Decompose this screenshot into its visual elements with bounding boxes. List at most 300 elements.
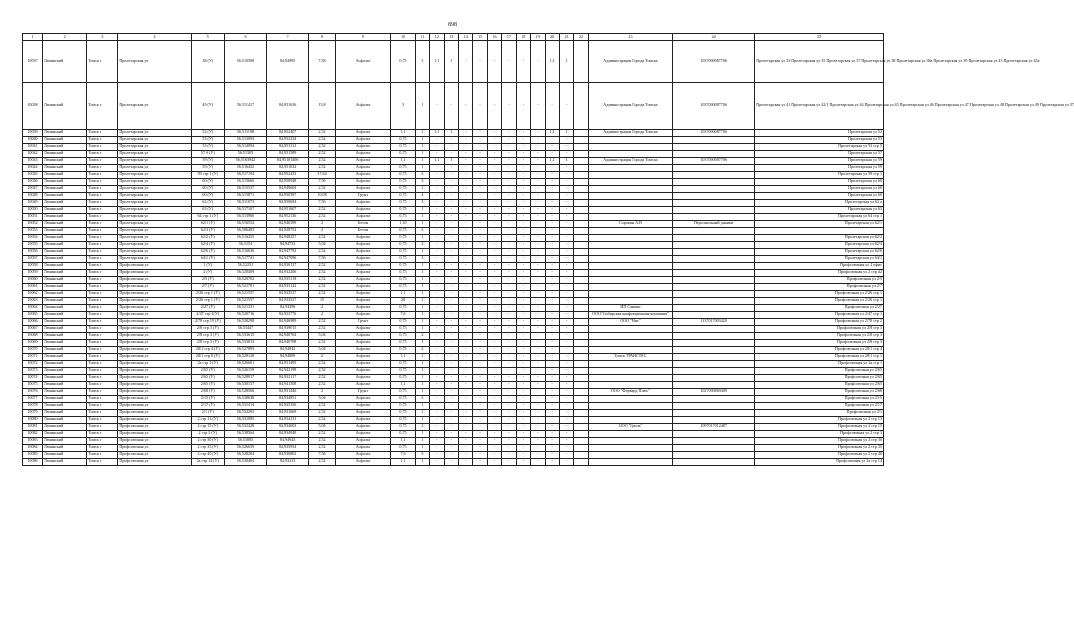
cell-id: 10039: [23, 129, 43, 136]
cell-inn: [673, 402, 755, 409]
cell-v17: -: [487, 143, 501, 150]
cell-lon: 84,94943: [267, 437, 309, 444]
cell-inn: [673, 430, 755, 437]
cell-v22: -: [559, 395, 573, 402]
cell-v21: -: [545, 262, 559, 269]
cell-house: 59 стр 1 (У): [191, 171, 224, 178]
cell-district: Ленинский: [42, 318, 86, 325]
cell-lon: 84,952136: [267, 213, 309, 220]
cell-blank: [574, 290, 588, 297]
cell-v14: -: [444, 171, 458, 178]
cell-v17: -: [487, 360, 501, 367]
cell-inn: [673, 409, 755, 416]
cell-lon: 84,939015: [267, 325, 309, 332]
cell-v18: -: [502, 82, 516, 129]
cell-v20: -: [531, 444, 545, 451]
cell-v13: -: [430, 304, 444, 311]
cell-v19: -: [516, 444, 530, 451]
cell-surface: Асфальт: [335, 269, 390, 276]
cell-v11: 0,75: [391, 374, 415, 381]
page-number: 898: [448, 22, 457, 28]
cell-district: Ленинский: [42, 276, 86, 283]
cell-v16: -: [473, 192, 487, 199]
cell-blank: [574, 248, 588, 255]
cell-v12: 1: [415, 437, 429, 444]
cell-inn: [673, 150, 755, 157]
cell-v14: -: [444, 430, 458, 437]
cell-owner: [588, 381, 672, 388]
table-row: [23, 178, 884, 185]
cell-house: 2/5 (У): [191, 276, 224, 283]
cell-id: 10037: [23, 41, 43, 83]
cell-area: 2,52: [309, 339, 336, 346]
cell-v13: -: [430, 192, 444, 199]
cell-v19: -: [516, 143, 530, 150]
cell-v13: -: [430, 276, 444, 283]
cell-lon: 84,940704: [267, 332, 309, 339]
cell-blank: [574, 178, 588, 185]
table-row: [23, 346, 884, 353]
cell-v11: 1,1: [391, 129, 415, 136]
cell-v21: -: [545, 402, 559, 409]
cell-v16: -: [473, 129, 487, 136]
cell-v19: -: [516, 451, 530, 458]
cell-v12: 1: [415, 143, 429, 150]
cell-v18: -: [502, 416, 516, 423]
cell-addresses: Профсоюзная ул 2 стр 3: [755, 430, 884, 437]
cell-house: 2/68 (У): [191, 388, 224, 395]
cell-area: 17,64: [309, 171, 336, 178]
cell-v20: -: [531, 213, 545, 220]
cell-surface: Асфальт: [335, 157, 390, 164]
cell-owner: [588, 451, 672, 458]
cell-district: Ленинский: [42, 178, 86, 185]
cell-v12: 1: [415, 360, 429, 367]
cell-v19: -: [516, 136, 530, 143]
column-header: 12: [430, 34, 444, 41]
cell-v17: -: [487, 374, 501, 381]
cell-v22: -: [559, 185, 573, 192]
cell-addresses: Профсоюзная ул 2/65: [755, 374, 884, 381]
cell-v15: -: [458, 234, 472, 241]
cell-v20: -: [531, 227, 545, 234]
cell-city: Томск г: [87, 318, 118, 325]
cell-city: Томск г: [87, 255, 118, 262]
cell-surface: Асфальт: [335, 290, 390, 297]
cell-surface: Асфальт: [335, 178, 390, 185]
cell-addresses: Пролетарская ул 62/1: [755, 220, 884, 227]
cell-street: Пролетарская ул: [118, 220, 191, 227]
cell-v19: -: [516, 157, 530, 164]
cell-inn: [673, 339, 755, 346]
cell-v18: -: [502, 402, 516, 409]
cell-house: 62/1 (У): [191, 220, 224, 227]
cell-addresses: Профсоюзная ул 2/78 стр 2: [755, 318, 884, 325]
cell-district: Ленинский: [42, 290, 86, 297]
cell-v21: -: [545, 430, 559, 437]
column-header: 13: [444, 34, 458, 41]
cell-id: 10081: [23, 423, 43, 430]
cell-v13: -: [430, 339, 444, 346]
cell-v16: -: [473, 430, 487, 437]
cell-v20: -: [531, 297, 545, 304]
cell-v16: -: [473, 325, 487, 332]
cell-blank: [574, 416, 588, 423]
cell-blank: [574, 332, 588, 339]
cell-v16: -: [473, 234, 487, 241]
cell-city: Томск г: [87, 262, 118, 269]
cell-v12: 1: [415, 220, 429, 227]
table-row: [23, 262, 884, 269]
cell-id: 10043: [23, 157, 43, 164]
cell-v18: -: [502, 129, 516, 136]
cell-surface: Асфальт: [335, 297, 390, 304]
cell-blank: [574, 353, 588, 360]
cell-v15: -: [458, 206, 472, 213]
cell-v14: -: [444, 451, 458, 458]
cell-street: Пролетарская ул: [118, 241, 191, 248]
cell-blank: [574, 458, 588, 465]
cell-v12: 1: [415, 430, 429, 437]
cell-id: 10073: [23, 367, 43, 374]
cell-v12: 3: [415, 178, 429, 185]
cell-v20: -: [531, 136, 545, 143]
cell-surface: Асфальт: [335, 129, 390, 136]
cell-v12: 1: [415, 82, 429, 129]
table-row: [23, 227, 884, 234]
cell-inn: [673, 255, 755, 262]
column-header: 17: [502, 34, 516, 41]
cell-addresses: Пролетарская ул 63: [755, 206, 884, 213]
cell-v21: -: [545, 374, 559, 381]
cell-surface: Асфальт: [335, 283, 390, 290]
cell-house: 2а стр 14 (У): [191, 458, 224, 465]
cell-city: Томск г: [87, 458, 118, 465]
cell-lon: 84,942198: [267, 367, 309, 374]
cell-v19: -: [516, 171, 530, 178]
cell-v20: -: [531, 164, 545, 171]
cell-v22: 1: [559, 129, 573, 136]
cell-blank: [574, 374, 588, 381]
cell-district: Ленинский: [42, 227, 86, 234]
cell-area: 2,52: [309, 164, 336, 171]
cell-v13: -: [430, 213, 444, 220]
cell-owner: [588, 234, 672, 241]
cell-v12: 2: [415, 171, 429, 178]
cell-street: Пролетарская ул: [118, 129, 191, 136]
cell-owner: [588, 262, 672, 269]
cell-area: 2,52: [309, 318, 336, 325]
cell-v16: -: [473, 304, 487, 311]
cell-v11: 0,75: [391, 206, 415, 213]
cell-blank: [574, 423, 588, 430]
cell-v22: -: [559, 206, 573, 213]
cell-lat: 56,521781: [224, 283, 266, 290]
cell-city: Томск г: [87, 451, 118, 458]
cell-v22: -: [559, 255, 573, 262]
cell-lat: 56,530157: [224, 381, 266, 388]
cell-v21: -: [545, 150, 559, 157]
cell-area: 2,52: [309, 283, 336, 290]
cell-addresses: Профсоюзная ул 2а стр 1: [755, 360, 884, 367]
cell-v11: 0,75: [391, 304, 415, 311]
cell-addresses: Профсоюзная ул 2 стр 15: [755, 423, 884, 430]
column-header: 24: [673, 34, 755, 41]
cell-v15: -: [458, 325, 472, 332]
cell-v13: -: [430, 136, 444, 143]
cell-id: 10054: [23, 234, 43, 241]
cell-v21: 1,1: [545, 157, 559, 164]
cell-v16: -: [473, 346, 487, 353]
cell-v16: -: [473, 171, 487, 178]
cell-v20: -: [531, 339, 545, 346]
cell-lon: 84,935118: [267, 276, 309, 283]
cell-v15: -: [458, 451, 472, 458]
cell-blank: [574, 234, 588, 241]
cell-v11: 1,1: [391, 381, 415, 388]
cell-v21: -: [545, 220, 559, 227]
column-header: 19: [531, 34, 545, 41]
cell-v11: 0,75: [391, 213, 415, 220]
cell-v14: -: [444, 402, 458, 409]
cell-v12: 2: [415, 227, 429, 234]
cell-house: 2/27 (У): [191, 304, 224, 311]
cell-inn: [673, 192, 755, 199]
cell-surface: Асфальт: [335, 367, 390, 374]
cell-v15: -: [458, 409, 472, 416]
cell-v21: 1,1: [545, 41, 559, 83]
cell-v22: -: [559, 227, 573, 234]
cell-addresses: Профсоюзная ул 2а стр 14: [755, 458, 884, 465]
cell-v22: -: [559, 423, 573, 430]
cell-district: Ленинский: [42, 381, 86, 388]
cell-house: 2/78 стр 19 (У): [191, 318, 224, 325]
cell-blank: [574, 339, 588, 346]
cell-v11: 0,75: [391, 164, 415, 171]
table-row: [23, 220, 884, 227]
cell-v12: 1: [415, 402, 429, 409]
cell-v17: -: [487, 388, 501, 395]
cell-v19: -: [516, 41, 530, 83]
cell-house: 52 (У): [191, 129, 224, 136]
cell-addresses: Профсоюзная ул 2/7: [755, 283, 884, 290]
cell-surface: Асфальт: [335, 248, 390, 255]
cell-city: Томск г: [87, 171, 118, 178]
cell-addresses: Профсоюзная ул 2/65: [755, 367, 884, 374]
table-row: [23, 164, 884, 171]
cell-v17: -: [487, 82, 501, 129]
cell-v15: -: [458, 199, 472, 206]
column-header: 2: [42, 34, 86, 41]
cell-v13: -: [430, 199, 444, 206]
cell-street: Профсоюзная ул: [118, 416, 191, 423]
cell-street: Профсоюзная ул: [118, 325, 191, 332]
cell-v16: -: [473, 318, 487, 325]
cell-v11: 0,75: [391, 241, 415, 248]
cell-v13: 1,1: [430, 157, 444, 164]
cell-area: 2,52: [309, 136, 336, 143]
cell-inn: [673, 213, 755, 220]
cell-v18: -: [502, 346, 516, 353]
cell-v15: -: [458, 437, 472, 444]
cell-v12: 3: [415, 199, 429, 206]
cell-id: 10042: [23, 150, 43, 157]
cell-id: 10060: [23, 276, 43, 283]
cell-v14: -: [444, 178, 458, 185]
cell-surface: Асфальт: [335, 241, 390, 248]
cell-v20: -: [531, 311, 545, 318]
cell-v17: -: [487, 262, 501, 269]
cell-addresses: Пролетарская ул 64/1: [755, 255, 884, 262]
table-row: [23, 136, 884, 143]
cell-v21: -: [545, 353, 559, 360]
cell-v14: -: [444, 241, 458, 248]
cell-v19: -: [516, 192, 530, 199]
cell-surface: Грунт: [335, 192, 390, 199]
cell-surface: Асфальт: [335, 374, 390, 381]
cell-house: 38 (У): [191, 41, 224, 83]
cell-lat: 56,506483: [224, 227, 266, 234]
cell-blank: [574, 311, 588, 318]
cell-house: 2/47 стр 1(У): [191, 311, 224, 318]
cell-id: 10051: [23, 213, 43, 220]
cell-surface: Асфальт: [335, 430, 390, 437]
cell-inn: [673, 325, 755, 332]
cell-lon: 84,936802: [267, 451, 309, 458]
cell-district: Ленинский: [42, 395, 86, 402]
cell-blank: [574, 437, 588, 444]
cell-id: 10040: [23, 136, 43, 143]
cell-district: Ленинский: [42, 143, 86, 150]
cell-v17: -: [487, 444, 501, 451]
cell-blank: [574, 346, 588, 353]
cell-v21: -: [545, 213, 559, 220]
cell-city: Томск г: [87, 143, 118, 150]
cell-v21: -: [545, 227, 559, 234]
table-row: [23, 234, 884, 241]
cell-v14: -: [444, 339, 458, 346]
cell-addresses: Профсоюзная ул 2 офис: [755, 262, 884, 269]
cell-v12: 1: [415, 41, 429, 83]
cell-id: 10053: [23, 227, 43, 234]
cell-v16: -: [473, 178, 487, 185]
cell-v13: -: [430, 388, 444, 395]
cell-v12: 1: [415, 444, 429, 451]
cell-inn: [673, 381, 755, 388]
cell-v17: -: [487, 227, 501, 234]
cell-city: Томск г: [87, 283, 118, 290]
cell-owner: [588, 213, 672, 220]
cell-inn: 1037000087706: [673, 82, 755, 129]
cell-addresses: Профсоюзная ул 2/8 стр 3: [755, 339, 884, 346]
cell-street: Профсоюзная ул: [118, 290, 191, 297]
cell-street: Пролетарская ул: [118, 136, 191, 143]
cell-district: Ленинский: [42, 164, 86, 171]
cell-area: 2,52: [309, 129, 336, 136]
cell-id: 10083: [23, 437, 43, 444]
cell-v21: -: [545, 388, 559, 395]
cell-v16: -: [473, 451, 487, 458]
cell-district: Ленинский: [42, 402, 86, 409]
table-row: [23, 248, 884, 255]
cell-blank: [574, 276, 588, 283]
cell-v11: 0,75: [391, 430, 415, 437]
cell-v17: -: [487, 164, 501, 171]
cell-owner: Томск ТРАНСТЕС: [588, 353, 672, 360]
cell-area: 7,56: [309, 199, 336, 206]
cell-v21: -: [545, 437, 559, 444]
cell-addresses: Пролетарская ул 53: [755, 136, 884, 143]
cell-v20: -: [531, 248, 545, 255]
cell-v17: -: [487, 395, 501, 402]
cell-district: Ленинский: [42, 416, 86, 423]
cell-house: 2/8 стр 3 (У): [191, 325, 224, 332]
cell-id: 10041: [23, 143, 43, 150]
cell-owner: [588, 325, 672, 332]
cell-v12: 1: [415, 381, 429, 388]
cell-v19: -: [516, 276, 530, 283]
cell-v19: -: [516, 304, 530, 311]
cell-owner: [588, 185, 672, 192]
cell-v13: -: [430, 150, 444, 157]
cell-v11: 7,6: [391, 311, 415, 318]
cell-owner: [588, 367, 672, 374]
cell-lon: 84,951656: [267, 82, 309, 129]
cell-area: 2,52: [309, 248, 336, 255]
cell-v22: -: [559, 283, 573, 290]
cell-v17: -: [487, 136, 501, 143]
cell-surface: Грунт: [335, 318, 390, 325]
cell-lon: 84,947792: [267, 248, 309, 255]
cell-house: 2 стр 30 (У): [191, 437, 224, 444]
cell-street: Пролетарская ул: [118, 248, 191, 255]
cell-v16: -: [473, 388, 487, 395]
cell-v19: -: [516, 150, 530, 157]
cell-v22: -: [559, 360, 573, 367]
table-row: [23, 143, 884, 150]
cell-v19: -: [516, 430, 530, 437]
cell-v19: -: [516, 381, 530, 388]
cell-id: 10079: [23, 409, 43, 416]
cell-v14: -: [444, 136, 458, 143]
cell-v11: 0,75: [391, 388, 415, 395]
cell-v14: -: [444, 297, 458, 304]
cell-v18: -: [502, 290, 516, 297]
cell-district: Ленинский: [42, 451, 86, 458]
cell-v19: -: [516, 185, 530, 192]
cell-v15: -: [458, 290, 472, 297]
cell-v14: -: [444, 269, 458, 276]
table-row: [23, 325, 884, 332]
cell-addresses: Пролетарская ул 62 а: [755, 199, 884, 206]
cell-street: Профсоюзная ул: [118, 262, 191, 269]
cell-v15: -: [458, 248, 472, 255]
cell-v18: -: [502, 241, 516, 248]
cell-blank: [574, 409, 588, 416]
cell-v14: -: [444, 150, 458, 157]
cell-city: Томск г: [87, 41, 118, 83]
cell-owner: [588, 374, 672, 381]
cell-inn: [673, 311, 755, 318]
cell-street: Пролетарская ул: [118, 150, 191, 157]
cell-v20: -: [531, 332, 545, 339]
cell-v19: -: [516, 367, 530, 374]
cell-v18: -: [502, 178, 516, 185]
cell-lon: 84,950948: [267, 178, 309, 185]
cell-surface: Асфальт: [335, 164, 390, 171]
cell-v11: 0,75: [391, 402, 415, 409]
cell-area: 2: [309, 220, 336, 227]
